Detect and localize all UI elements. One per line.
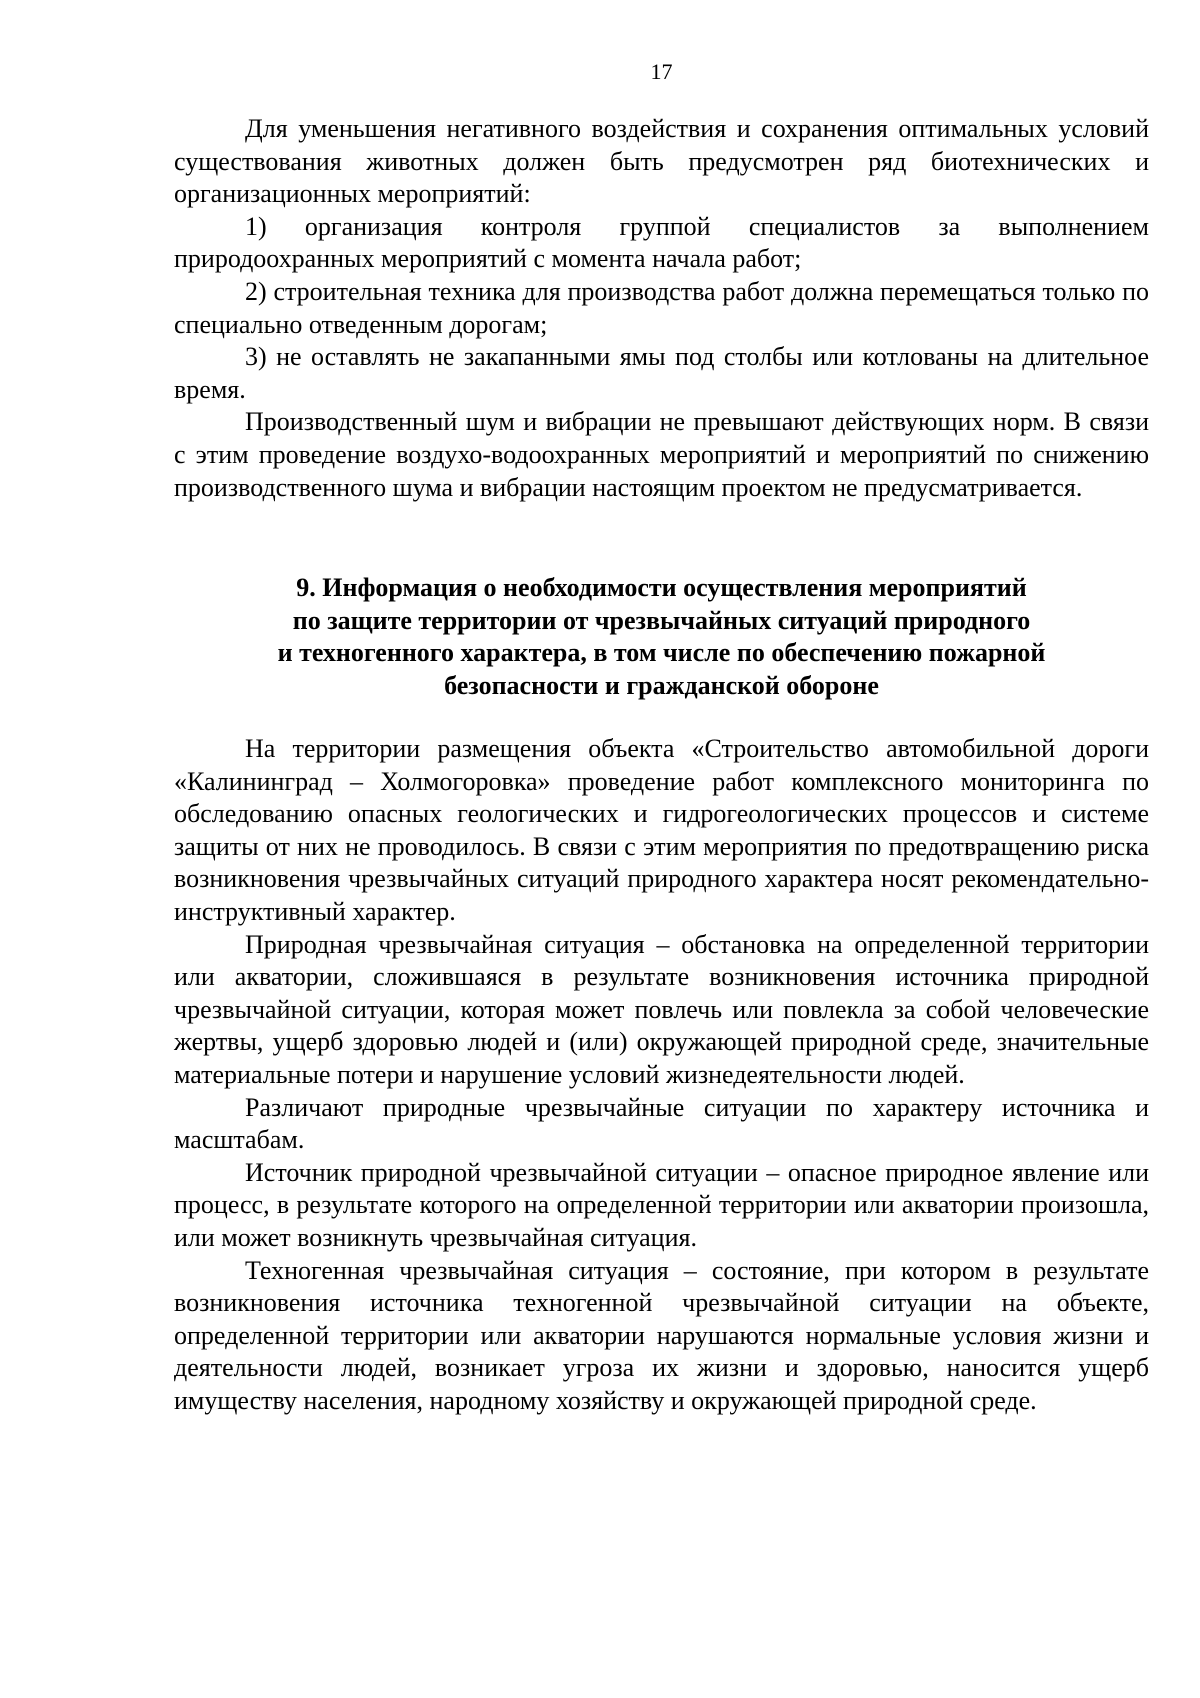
- text-block-emergencies: [174, 733, 1149, 1417]
- list-item: 2) строительная техника для производства работ должна перемещаться только по специально отведенным дорогам;: [174, 276, 1149, 339]
- heading-line: безопасности и гражданской обороне: [444, 670, 879, 700]
- list-item: 1) организация контроля группой специалистов за выполнением природоохранных мероприятий с момента начала работ;: [174, 211, 1149, 274]
- page-number: 17: [650, 59, 673, 84]
- heading-line: по защите территории от чрезвычайных ситуаций природного: [292, 605, 1031, 635]
- section-heading: [174, 572, 1149, 702]
- paragraph: Для уменьшения негативного воздействия и сохранения оптимальных условий существования животных должен быть предусмотрен ряд биотехнических и организационных мероприятий:: [174, 114, 1149, 209]
- text-block-animals: [174, 113, 1149, 504]
- list-item: 3) не оставлять не закапанными ямы под столбы или котлованы на длительное время.: [174, 342, 1149, 404]
- paragraph: Различают природные чрезвычайные ситуации по характеру источника и масштабам.: [174, 1092, 1149, 1155]
- paragraph: Техногенная чрезвычайная ситуация – состояние, при котором в результате возникновения источника техногенной чрезвычайной ситуации на объекте, определенной территории или акватории нарушаются нормальные условия жизни и деятельности людей, возникает угроза их жизни и здоровью, наносится ущерб имуществу населения, народному хозяйству и окружающей природной среде.: [174, 1255, 1149, 1415]
- paragraph: Природная чрезвычайная ситуация – обстановка на определенной территории или акватории, сложившаяся в результате возникновения источника природной чрезвычайной ситуации, которая может повлечь или повлекла за собой человеческие жертвы, ущерб здоровью людей и (или) окружающей природной среде, значительные материальные потери и нарушение условий жизнедеятельности людей.: [174, 929, 1149, 1089]
- paragraph: Источник природной чрезвычайной ситуации – опасное природное явление или процесс, в результате которого на определенной территории или акватории произошла, или может возникнуть чрезвычайная ситуация.: [174, 1157, 1149, 1252]
- heading-line: и техногенного характера, в том числе по обеспечению пожарной: [277, 638, 1046, 668]
- paragraph: На территории размещения объекта «Строительство автомобильной дороги «Калининград – Холмогоровка» проведение работ комплексного мониторинга по обследованию опасных геологических и гидрогеологических процессов и системе защиты от них не проводилось. В связи с этим мероприятия по предотвращению риска возникновения чрезвычайных ситуаций природного характера носят рекомендательно-инструктивный характер.: [174, 734, 1149, 926]
- heading-line: 9. Информация о необходимости осуществления мероприятий: [296, 573, 1027, 602]
- paragraph: Производственный шум и вибрации не превышают действующих норм. В связи с этим проведение воздухо-водоохранных мероприятий и мероприятий по снижению производственного шума и вибрации настоящим проектом не предусматривается.: [174, 407, 1149, 502]
